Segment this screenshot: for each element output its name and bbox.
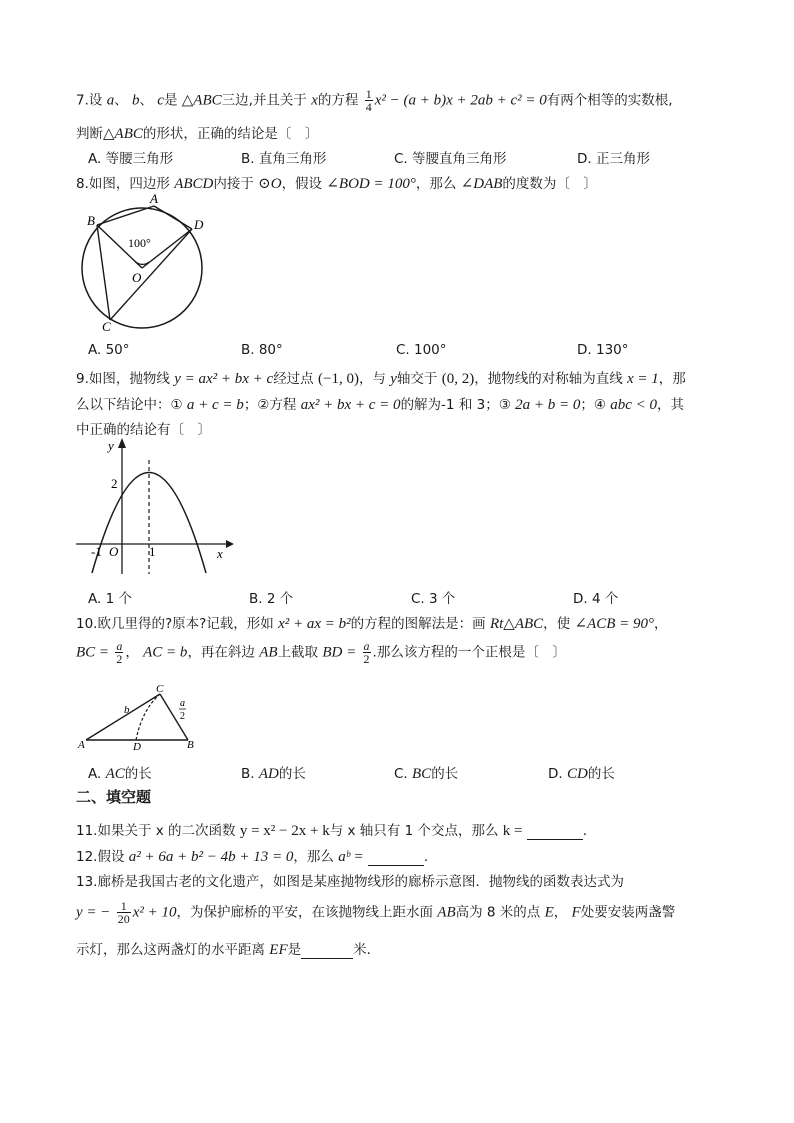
label-minus-1: -1 <box>91 544 102 559</box>
q7-fraction: $\frac{1}{4}$ <box>365 87 372 114</box>
q8-option-c[interactable]: C. 100° <box>396 342 447 358</box>
label-1: 1 <box>149 544 156 559</box>
q7-line2: 判断△ABC的形状，正确的结论是〔 〕 <box>76 126 319 142</box>
label-o: O <box>109 544 119 559</box>
q12: 12.假设 a² + 6a + b² − 4b + 13 = 0，那么 aᵇ = . <box>76 849 429 865</box>
label-b-vertex: B <box>187 739 194 751</box>
label-2: 2 <box>180 711 185 722</box>
label-o: O <box>132 270 142 285</box>
q11-answer-blank[interactable] <box>527 823 583 840</box>
q9-option-c[interactable]: C. 3 个 <box>411 591 456 607</box>
q8-stem: 8.如图，四边形 ABCD内接于 ⊙O，假设 ∠BOD = 100°，那么 ∠DAB的度数为〔 〕 <box>76 176 597 192</box>
q7-option-b[interactable]: B. 直角三角形 <box>241 151 327 167</box>
q10-option-a[interactable]: A. AC的长 <box>88 766 152 782</box>
label-d: D <box>133 741 141 753</box>
q10-option-c[interactable]: C. BC的长 <box>394 766 459 782</box>
q9-line3: 中正确的结论有〔 〕 <box>76 422 211 438</box>
label-a-vertex: A <box>78 739 85 751</box>
label-2: 2 <box>111 476 118 491</box>
label-b-side: b <box>124 704 130 716</box>
q8-option-a[interactable]: A. 50° <box>88 342 130 358</box>
q13-line3: 示灯，那么这两盏灯的水平距离 EF是 米． <box>76 942 381 958</box>
q10-triangle-figure <box>76 682 201 754</box>
label-y: y <box>108 438 114 453</box>
label-b: B <box>87 213 95 228</box>
label-c: C <box>156 683 164 695</box>
q8-option-b[interactable]: B. 80° <box>241 342 283 358</box>
label-a: A <box>150 192 158 206</box>
q8-option-d[interactable]: D. 130° <box>577 342 629 358</box>
label-100: 100° <box>128 236 151 250</box>
q8-circle-figure <box>78 192 213 334</box>
label-a-side: a <box>180 698 185 709</box>
q7-line1: 7.设 a、 b、 c是 △ABC三边,并且关于 x的方程 $\frac{1}{4}$ x² − (a + b)x + 2ab + c² = 0有两个相等的实数根, <box>76 87 673 114</box>
q10-fraction-bd: $\frac{a}{2}$ <box>363 639 370 666</box>
q10-line2: BC = $\frac{a}{2}$ ， AC = b，再在斜边 AB上截取 BD = $\frac{a}{2}$ .那么该方程的一个正根是〔 〕 <box>76 639 566 666</box>
q13-answer-blank[interactable] <box>301 942 353 959</box>
q9-parabola-figure <box>74 436 236 576</box>
q9-option-d[interactable]: D. 4 个 <box>573 591 619 607</box>
q13-line1: 13.廊桥是我国古老的文化遗产，如图是某座抛物线形的廊桥示意图．抛物线的函数表达式为 <box>76 874 624 890</box>
q9-line1: 9.如图，抛物线 y = ax² + bx + c经过点 (−1, 0)，与 y轴交于 (0, 2)，抛物线的对称轴为直线 x = 1，那 <box>76 371 686 387</box>
section-heading: 二、填空题 <box>76 788 152 806</box>
label-d: D <box>194 217 204 232</box>
q10-option-b[interactable]: B. AD的长 <box>241 766 306 782</box>
q13-fraction: $\frac{1}{20}$ <box>117 899 130 926</box>
q7-option-d[interactable]: D. 正三角形 <box>577 151 650 167</box>
q12-answer-blank[interactable] <box>368 849 424 866</box>
label-x: x <box>217 546 223 561</box>
q9-line2: 么以下结论中：① a + c = b；②方程 ax² + bx + c = 0的解为-1 和 3；③ 2a + b = 0；④ abc < 0，其 <box>76 397 685 413</box>
q10-fraction-bc: $\frac{a}{2}$ <box>116 639 123 666</box>
q11: 11.如果关于 x 的二次函数 y = x² − 2x + k与 x 轴只有 1 个交点，那么 k = . <box>76 823 588 839</box>
q7-option-a[interactable]: A. 等腰三角形 <box>88 151 174 167</box>
q7-number: 7. <box>76 92 89 109</box>
label-c: C <box>102 319 111 334</box>
q10-line1: 10.欧几里得的?原本?记载，形如 x² + ax = b²的方程的图解法是：画 Rt△ABC，使 ∠ACB = 90°， <box>76 616 668 632</box>
q10-option-d[interactable]: D. CD的长 <box>548 766 615 782</box>
q13-line2: y = − $\frac{1}{20}$ x² + 10，为保护廊桥的平安，在该抛物线上距水面 AB高为 8 米的点 E， F处要安装两盏警 <box>76 899 676 926</box>
q9-option-a[interactable]: A. 1 个 <box>88 591 132 607</box>
q9-option-b[interactable]: B. 2 个 <box>249 591 294 607</box>
q7-option-c[interactable]: C. 等腰直角三角形 <box>394 151 507 167</box>
